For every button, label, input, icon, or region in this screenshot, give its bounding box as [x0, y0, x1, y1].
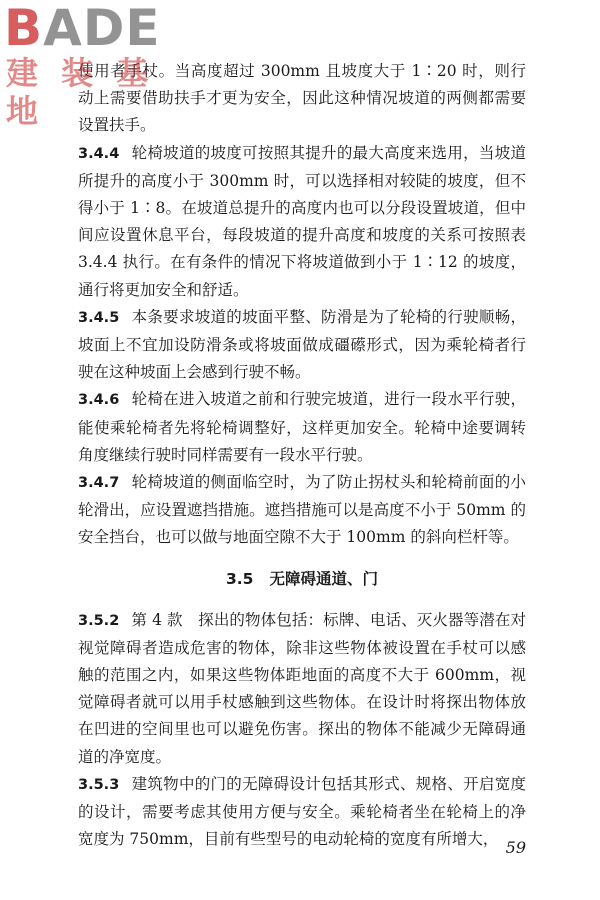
clause-number: 3.5.3 [78, 776, 120, 793]
paragraph-text: 使用者手杖。当高度超过 300mm 且坡度大于 1∶20 时，则行动上需要借助扶手才更为安全，因此这种情况坡道的两侧都需要设置扶手。 [78, 62, 526, 135]
clause-number: 3.4.5 [78, 309, 120, 326]
paragraph-text: 第 4 款 探出的物体包括：标牌、电话、灭火器等潜在对视觉障碍者造成危害的物体，除非这些物体被设置在手杖可以感触的范围之内，如果这些物体距地面的高度不大于 600mm，视觉障碍者就可以用手杖感触到这些物体。在设计时将探出物体放在凹进的空间里也可以避免伤害。探出的物体不能减少无障碍通道的净宽度。 [78, 610, 526, 766]
page-number: 59 [505, 838, 526, 857]
paragraph-continuation [78, 58, 526, 140]
watermark-logo-accent: B [4, 0, 44, 57]
watermark-logo-rest: ADE [43, 0, 161, 57]
section-number: 3.5 [226, 569, 254, 588]
clause-number: 3.4.7 [78, 475, 120, 492]
watermark-logo-text [4, 0, 161, 57]
clause-number: 3.4.4 [78, 145, 120, 162]
clause-3-4-7 [78, 469, 526, 552]
paragraph-text: 建筑物中的门的无障碍设计包括其形式、规格、开启宽度的设计，需要考虑其使用方便与安全。乘轮椅者坐在轮椅上的净宽度为 750mm，目前有些型号的电动轮椅的宽度有所增大， [78, 774, 526, 849]
clause-3-4-4 [78, 140, 526, 304]
clause-number: 3.4.6 [78, 392, 120, 409]
body-text [78, 58, 526, 853]
section-title-text: 无障碍通道、门 [269, 569, 378, 588]
paragraph-text: 轮椅坡道的坡度可按照其提升的最大高度来选用，当坡道所提升的高度小于 300mm 时，可以选择相对较陡的坡度，但不得小于 1∶8。在坡道总提升的高度内也可以分段设置坡道，但中间应设置休息平台，每段坡道的提升高度和坡度的关系可按照表 3.4.4 执行。在有条件的情况下将坡道做到小于 1∶12 的坡度，通行将更加安全和舒适。 [78, 143, 526, 299]
paragraph-text: 本条要求坡道的坡面平整、防滑是为了轮椅的行驶顺畅，坡面上不宜加设防滑条或将坡面做成礓礤形式，因为乘轮椅者行驶在这种坡面上会感到行驶不畅。 [78, 307, 526, 382]
paragraph-text: 轮椅在进入坡道之前和行驶完坡道，进行一段水平行驶，能使乘轮椅者先将轮椅调整好，这样更加安全。轮椅中途要调转角度继续行驶时同样需要有一段水平行驶。 [78, 390, 526, 464]
paragraph-text: 轮椅坡道的侧面临空时，为了防止拐杖头和轮椅前面的小轮滑出，应设置遮挡措施。遮挡措施可以是高度不小于 50mm 的安全挡台，也可以做与地面空隙不大于 100mm 的斜向栏杆等。 [78, 473, 526, 547]
clause-3-5-2 [78, 607, 526, 771]
clause-number: 3.5.2 [78, 612, 120, 629]
watermark-subtitle: 建 装 基 地 [6, 54, 155, 130]
clause-3-4-6 [78, 386, 526, 469]
clause-3-4-5 [78, 304, 526, 387]
section-heading [78, 566, 526, 593]
clause-3-5-3 [78, 771, 526, 854]
